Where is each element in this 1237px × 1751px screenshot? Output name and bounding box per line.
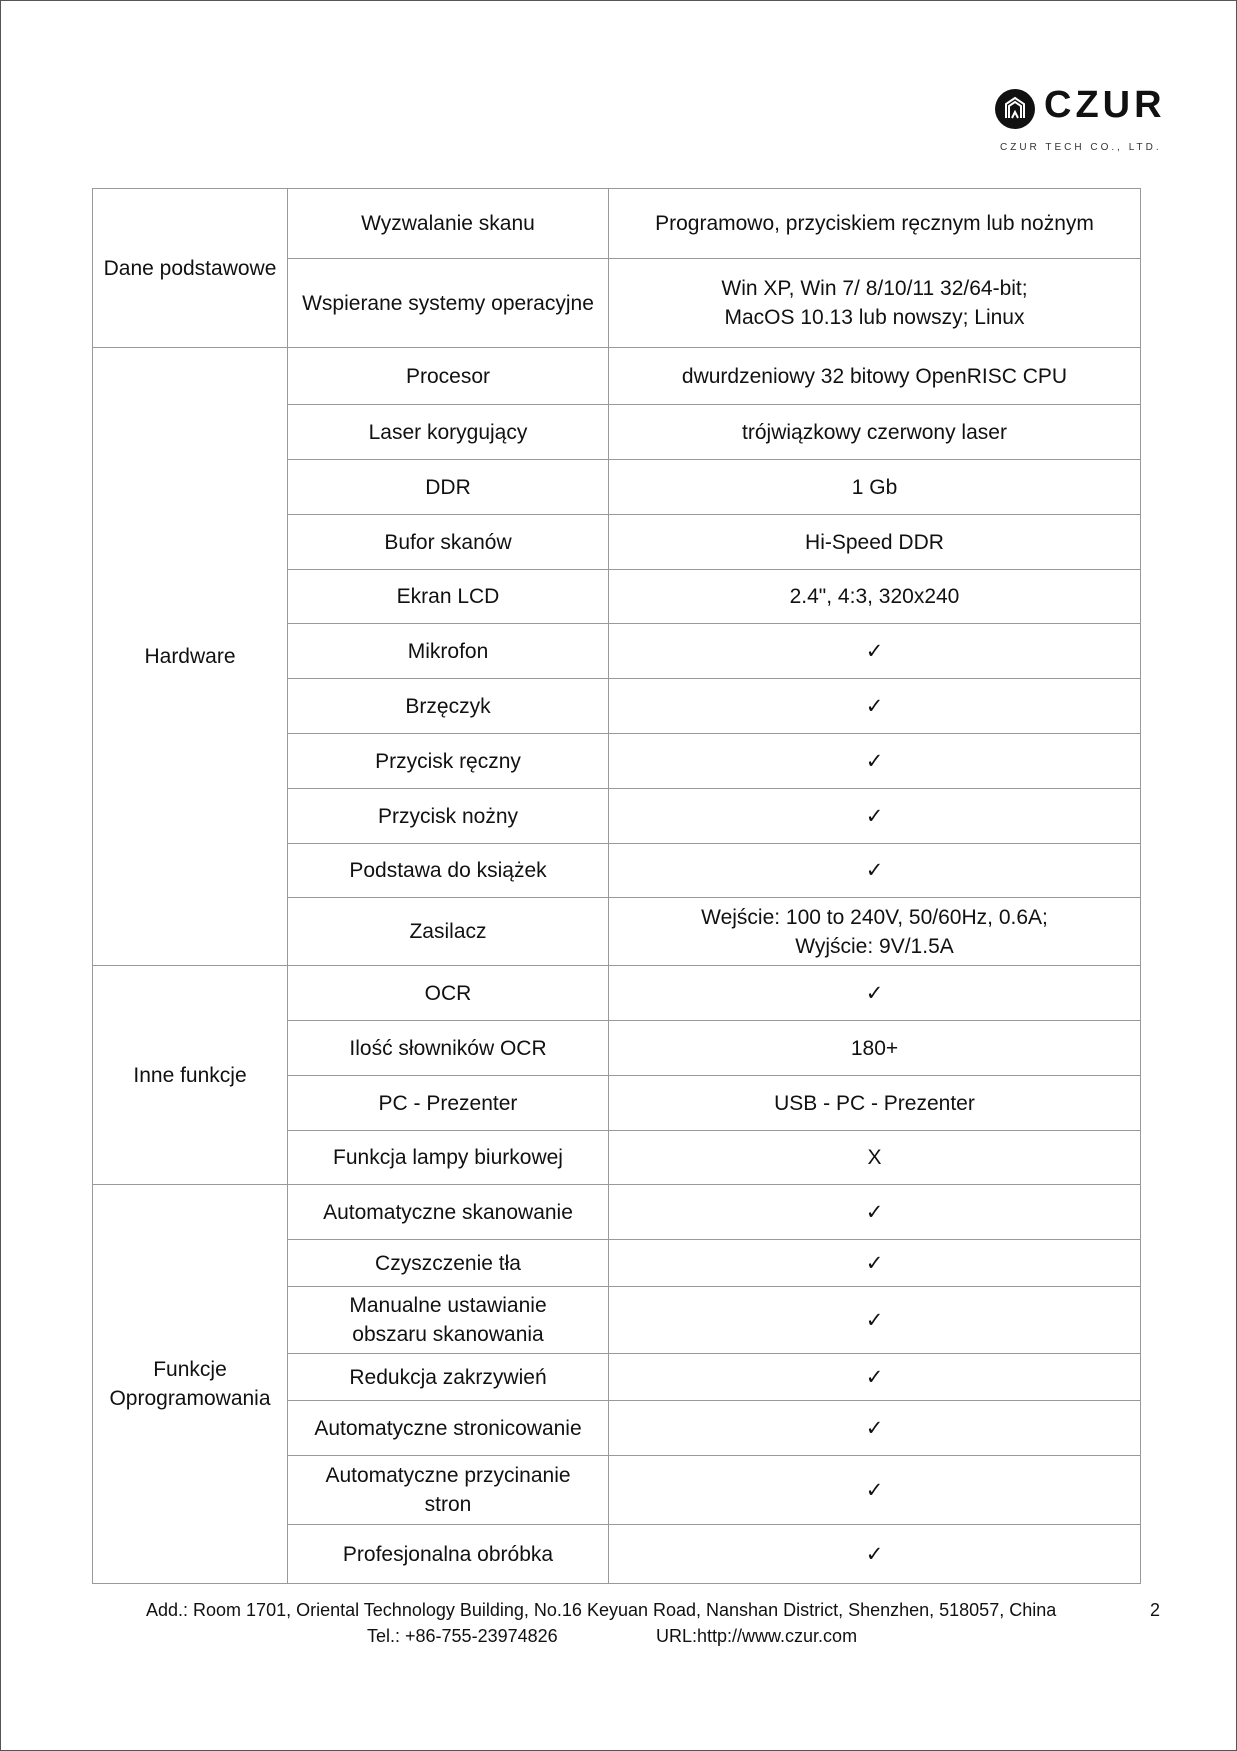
feature-value: X — [609, 1131, 1141, 1185]
feature-value: Programowo, przyciskiem ręcznym lub nożnym — [609, 189, 1141, 259]
feature-value: ✓ — [609, 1354, 1141, 1401]
feature-name: Brzęczyk — [288, 679, 609, 734]
group-label: Hardware — [93, 348, 288, 966]
feature-name: Automatyczne stronicowanie — [288, 1401, 609, 1456]
feature-value: ✓ — [609, 1287, 1141, 1354]
feature-value: 180+ — [609, 1021, 1141, 1076]
feature-name: Redukcja zakrzywień — [288, 1354, 609, 1401]
feature-name: OCR — [288, 966, 609, 1021]
feature-name: Podstawa do książek — [288, 844, 609, 898]
feature-name: DDR — [288, 460, 609, 515]
feature-value: Hi-Speed DDR — [609, 515, 1141, 570]
feature-value: ✓ — [609, 1185, 1141, 1240]
feature-name: Wspierane systemy operacyjne — [288, 259, 609, 348]
footer-address: Add.: Room 1701, Oriental Technology Building, No.16 Keyuan Road, Nanshan District, Shenzhen, 518057, China — [146, 1600, 1057, 1620]
feature-value: 1 Gb — [609, 460, 1141, 515]
czur-logo-icon — [995, 89, 1035, 129]
feature-value: ✓ — [609, 1240, 1141, 1287]
group-label: Dane podstawowe — [93, 189, 288, 348]
feature-value: dwurdzeniowy 32 bitowy OpenRISC CPU — [609, 348, 1141, 405]
feature-value: USB - PC - Prezenter — [609, 1076, 1141, 1131]
feature-name: Automatyczne skanowanie — [288, 1185, 609, 1240]
footer-tel: Tel.: +86-755-23974826 — [367, 1626, 558, 1646]
feature-name: Wyzwalanie skanu — [288, 189, 609, 259]
feature-name: Ekran LCD — [288, 570, 609, 624]
feature-name: Manualne ustawianie obszaru skanowania — [288, 1287, 609, 1354]
table-row — [93, 189, 1141, 259]
feature-name: Przycisk ręczny — [288, 734, 609, 789]
feature-name: PC - Prezenter — [288, 1076, 609, 1131]
feature-name: Automatyczne przycinanie stron — [288, 1456, 609, 1525]
feature-value: ✓ — [609, 734, 1141, 789]
feature-name: Bufor skanów — [288, 515, 609, 570]
logo-brand: CZUR — [1044, 84, 1166, 126]
table-row — [93, 1185, 1141, 1240]
feature-name: Czyszczenie tła — [288, 1240, 609, 1287]
feature-name: Laser korygujący — [288, 405, 609, 460]
feature-value: 2.4", 4:3, 320x240 — [609, 570, 1141, 624]
footer-url[interactable]: URL:http://www.czur.com — [656, 1626, 858, 1646]
feature-value: ✓ — [609, 966, 1141, 1021]
feature-name: Zasilacz — [288, 898, 609, 966]
feature-name: Ilość słowników OCR — [288, 1021, 609, 1076]
feature-name: Procesor — [288, 348, 609, 405]
feature-name: Przycisk nożny — [288, 789, 609, 844]
feature-value: trójwiązkowy czerwony laser — [609, 405, 1141, 460]
feature-name: Mikrofon — [288, 624, 609, 679]
feature-value: ✓ — [609, 844, 1141, 898]
czur-logo — [994, 84, 1166, 158]
feature-value: ✓ — [609, 1525, 1141, 1584]
group-label: Funkcje Oprogramowania — [93, 1185, 288, 1584]
spec-table — [92, 188, 1141, 1584]
page-number: 2 — [1150, 1600, 1161, 1620]
feature-value: ✓ — [609, 1456, 1141, 1525]
table-row — [93, 966, 1141, 1021]
feature-value: ✓ — [609, 1401, 1141, 1456]
logo-company: CZUR TECH CO., LTD. — [1000, 142, 1162, 153]
group-label: Inne funkcje — [93, 966, 288, 1185]
feature-value: ✓ — [609, 789, 1141, 844]
table-row — [93, 348, 1141, 405]
feature-name: Funkcja lampy biurkowej — [288, 1131, 609, 1185]
feature-value: Win XP, Win 7/ 8/10/11 32/64-bit; MacOS 10.13 lub nowszy; Linux — [609, 259, 1141, 348]
feature-value: Wejście: 100 to 240V, 50/60Hz, 0.6A; Wyjście: 9V/1.5A — [609, 898, 1141, 966]
feature-value: ✓ — [609, 679, 1141, 734]
feature-name: Profesjonalna obróbka — [288, 1525, 609, 1584]
feature-value: ✓ — [609, 624, 1141, 679]
